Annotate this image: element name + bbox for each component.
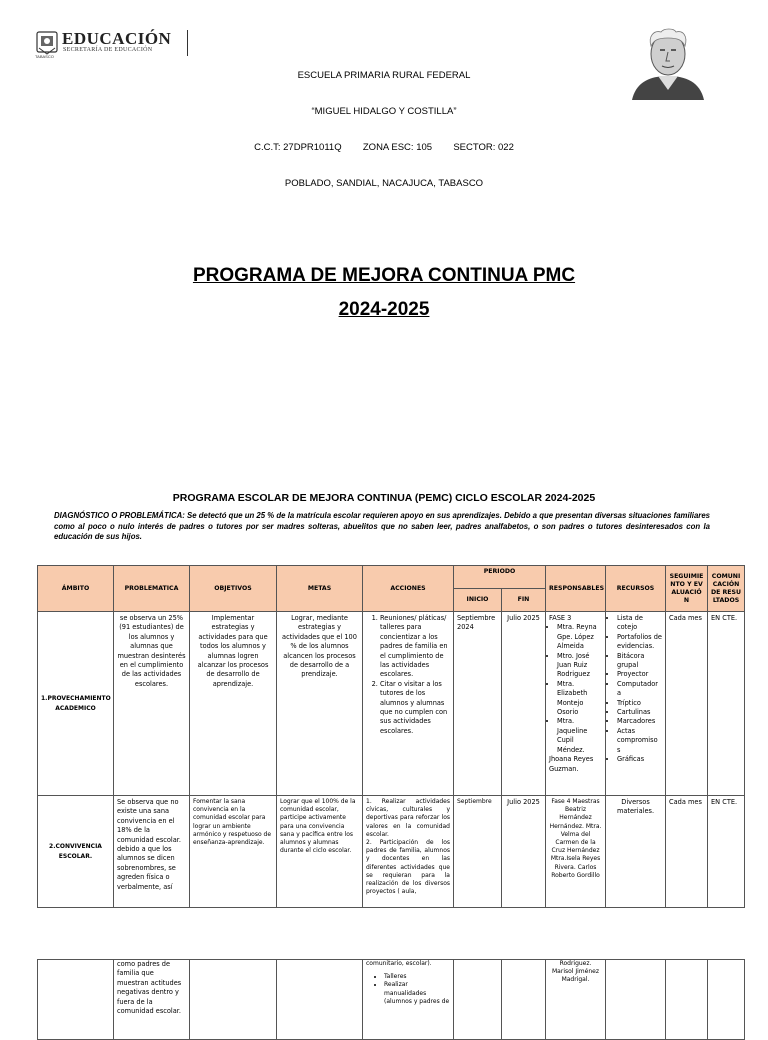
cont-responsables: Rodriguez. Marisol Jiménez Madrigal.: [546, 960, 606, 1040]
header-metas: METAS: [277, 566, 363, 612]
school-cct: C.C.T: 27DPR1011Q: [254, 142, 342, 153]
cont-ambito: [38, 960, 114, 1040]
header-inicio: INICIO: [454, 589, 502, 612]
row2-problematica: Se observa que no existe una sana convivencia en el 18% de la comunidad escolar. debido a que los alumnos se dicen sobrenombres, se agreden física o verbalmente, así: [114, 796, 190, 908]
cont-problematica: como padres de familia que muestran actitudes negativas dentro y fuera de la comunidad escolar.: [114, 960, 190, 1040]
row1-seguimiento: Cada mes: [666, 612, 708, 796]
list-item: • Computador a: [617, 680, 662, 699]
list-item: • Bitácora grupal: [617, 652, 662, 671]
row2-seguimiento: Cada mes: [666, 796, 708, 908]
cont-objetivos: [190, 960, 277, 1040]
school-name: “MIGUEL HIDALGO Y COSTILLA”: [311, 106, 457, 117]
row1-metas: Lograr, mediante estrategias y actividades que el 100 % de los alumnos alcancen los procesos de desarrollo de a prendizaje.: [277, 612, 363, 796]
responsables-extra: Jhoana Reyes Guzman.: [549, 755, 594, 773]
header-recursos: RECURSOS: [606, 566, 666, 612]
row1-acciones: [363, 612, 454, 796]
logo-brand: EDUCACIÓN: [62, 29, 172, 48]
list-item: • Cartulinas: [617, 708, 662, 717]
crest-label: TABASCO: [35, 54, 54, 59]
cont-seguimiento: [666, 960, 708, 1040]
list-item: 1. Reuniones/ pláticas/ talleres para concientizar a los padres de familia en el cumplimiento de las actividades escolares.: [380, 614, 450, 680]
cont-recursos: [606, 960, 666, 1040]
row2-accion-2: 2. Participación de los padres de familia, alumnos y docentes en las diferentes actividades que se requieran para la realización de los diversos proyectos ( aula,: [366, 839, 450, 896]
school-location: POBLADO, SANDIAL, NACAJUCA, TABASCO: [284, 178, 484, 189]
document-year: 2024-2025: [338, 299, 430, 320]
education-logo: [34, 30, 194, 60]
diagnostic-text: Se detectó que un 25 % de la matrícula escolar requieren apoyo en sus aprendizajes. Debido a que presentan diversas situaciones familiares como al poco o nulo interés de padres o tutores por ser madres solteras, abuelitos que no saben leer, padres analfabetos, o son padres o tutores desinteresados con la educación de sus hijos.: [54, 511, 711, 541]
row2-metas: Lograr que el 100% de la comunidad escolar, participe activamente para una convivencia sana y pacífica entre los alumnos y alumnas durante el ciclo escolar.: [277, 796, 363, 908]
row2-acciones: [363, 796, 454, 908]
row2-accion-1: 1. Realizar actividades cívicas, culturales y deportivas para reforzar los valores en la comunidad escolar.: [366, 798, 450, 838]
hidalgo-portrait-icon: [628, 24, 708, 100]
row2-inicio: Septiembre: [454, 796, 502, 908]
header-ambito: ÁMBITO: [38, 566, 114, 612]
list-item: 2. Citar o visitar a los tutores de los alumnos y alumnas que no cumplen con sus actividades escolares.: [380, 680, 450, 736]
school-sector: SECTOR: 022: [453, 142, 514, 153]
list-item: • Realizar manualidades (alumnos y padres de: [384, 981, 450, 1006]
list-item: • Mtra. Elizabeth Montejo Osorio: [557, 680, 602, 718]
header-acciones: ACCIONES: [363, 566, 454, 612]
pemc-table-continued: [37, 959, 745, 1040]
header-problematica: PROBLEMATICA: [114, 566, 190, 612]
cont-metas: [277, 960, 363, 1040]
table-row: [38, 960, 745, 1040]
row1-recursos: [606, 612, 666, 796]
program-title: PROGRAMA ESCOLAR DE MEJORA CONTINUA (PEMC) CICLO ESCOLAR 2024-2025: [172, 492, 596, 504]
header-responsables: RESPONSABLES: [546, 566, 606, 612]
list-item: • Proyector: [617, 670, 662, 679]
row1-objetivos: Implementar estrategias y actividades para que todos los alumnos y alumnas logren alcanzar los procesos de desarrollo de aprendizaje.: [190, 612, 277, 796]
school-codes: [0, 142, 768, 153]
row2-objetivos: Fomentar la sana convivencia en la comunidad escolar para lograr un ambiente armónico y respetuoso de enseñanza-aprendizaje.: [190, 796, 277, 908]
pemc-table: [37, 565, 745, 908]
school-zone: ZONA ESC: 105: [362, 142, 433, 153]
list-item: • Tríptico: [617, 699, 662, 708]
row2-recursos: Diversos materiales.: [606, 796, 666, 908]
cont-acciones: [363, 960, 454, 1040]
list-item: • Mtro. José Juan Ruiz Rodriguez: [557, 652, 602, 680]
diagnostic-paragraph: [54, 511, 710, 543]
list-item: • Mtra. Jaqueline Cupil Méndez.: [557, 717, 602, 755]
cont-comunicacion: [708, 960, 745, 1040]
table-row: [38, 612, 745, 796]
logo-divider: [187, 30, 188, 56]
list-item: • Mtra. Reyna Gpe. López Almeida: [557, 623, 602, 651]
cont-inicio: [454, 960, 502, 1040]
list-item: • Talleres: [384, 973, 450, 981]
row1-problematica: se observa un 25% (91 estudiantes) de los alumnos y alumnas que muestran desinterés en el cumplimiento de las actividades escolares.: [114, 612, 190, 796]
logo-subtitle: SECRETARÍA DE EDUCACIÓN: [63, 47, 153, 53]
document-title: PROGRAMA DE MEJORA CONTINUA PMC: [192, 265, 576, 286]
table-row: [38, 796, 745, 908]
row1-responsables: [546, 612, 606, 796]
responsables-phase: FASE 3: [549, 614, 572, 622]
school-type: ESCUELA PRIMARIA RURAL FEDERAL: [297, 70, 471, 81]
row1-ambito: 1.PROVECHAMIENTO ACADEMICO: [38, 612, 114, 796]
list-item: • Actas compromiso s: [617, 727, 662, 755]
header-comunicacion: COMUNICACIÓN DE RESULTADOS: [708, 566, 745, 612]
row1-comunicacion: EN CTE.: [708, 612, 745, 796]
diagnostic-label: DIAGNÓSTICO O PROBLEMÁTICA:: [54, 511, 185, 520]
row1-inicio: Septiembre 2024: [454, 612, 502, 796]
list-item: • Gráficas: [617, 755, 662, 764]
header-objetivos: OBJETIVOS: [190, 566, 277, 612]
header-seguimiento: SEGUIMIENTO Y EVALUACIÓN: [666, 566, 708, 612]
list-item: • Marcadores: [617, 717, 662, 726]
header-fin: FIN: [502, 589, 546, 612]
list-item: • Lista de cotejo: [617, 614, 662, 633]
row2-responsables: Fase 4 Maestras Beatriz Hernández Hernández. Mtra. Velma del Carmen de la Cruz Hernández Mtra.Isela Reyes Rivera. Carlos Roberto Gordillo: [546, 796, 606, 908]
cont-fin: [502, 960, 546, 1040]
header-periodo: PERIODO: [454, 566, 546, 589]
row2-fin: Julio 2025: [502, 796, 546, 908]
row2-comunicacion: EN CTE.: [708, 796, 745, 908]
row2-ambito: 2.CONVIVENCIA ESCOLAR.: [38, 796, 114, 908]
row1-fin: Julio 2025: [502, 612, 546, 796]
cont-acciones-intro: comunitario, escolar).: [366, 960, 432, 967]
list-item: • Portafolios de evidencias.: [617, 633, 662, 652]
